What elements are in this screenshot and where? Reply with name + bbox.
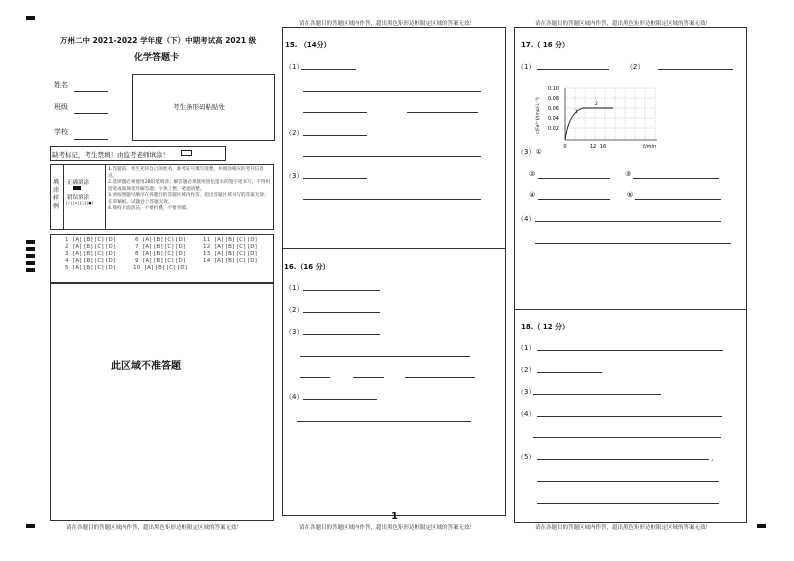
- q17-part-4: （4）: [517, 215, 536, 223]
- answer-line[interactable]: [538, 199, 610, 200]
- choice-row[interactable]: 6 [A] [B] [C] [D]: [135, 237, 186, 243]
- notes-list: [108, 167, 272, 213]
- answer-line[interactable]: [633, 178, 719, 179]
- registration-mark: [26, 247, 35, 251]
- no-answer-label: 此区域不准答题: [111, 361, 181, 372]
- choice-row[interactable]: 3 [A] [B] [C] [D]: [65, 251, 116, 257]
- q17-part-3: （3）①: [517, 148, 542, 156]
- header-notice-middle: 请在各题目的答题区域内作答，超出黑色矩形边框限定区域的答案无效！: [299, 21, 476, 27]
- correct-fill-sample: [73, 186, 81, 190]
- answer-line[interactable]: [300, 356, 470, 357]
- answer-line[interactable]: [405, 377, 475, 378]
- q16-part-3: （3）: [285, 328, 304, 336]
- q17-title: 17.（ 16 分）: [521, 41, 570, 49]
- answer-line[interactable]: [303, 178, 367, 179]
- q15-part-3: （3）: [285, 172, 304, 180]
- y-axis-label: c(Fe²⁺)/(mol·L⁻¹): [536, 97, 541, 134]
- registration-mark: [26, 254, 35, 258]
- absent-mark-box: [50, 146, 226, 161]
- q16-area[interactable]: [282, 248, 506, 522]
- class-input-line[interactable]: [74, 113, 108, 114]
- choice-row[interactable]: 9 [A] [B] [C] [D]: [135, 258, 186, 264]
- answer-line[interactable]: [297, 421, 471, 422]
- y-tick: 0.06: [547, 106, 559, 112]
- q17-part-2: （2）: [626, 63, 645, 71]
- choice-row[interactable]: 10 [A] [B] [C] [D]: [133, 265, 188, 271]
- curve-line: [565, 108, 613, 140]
- example-label: 填涂样例: [53, 179, 60, 210]
- answer-line[interactable]: [303, 112, 367, 113]
- q18-area[interactable]: [514, 309, 747, 523]
- corner-mark-bottom-right: [757, 524, 766, 528]
- wrong-marks: [✓] [×] [○] [●]: [66, 201, 93, 205]
- y-tick: 0.08: [547, 96, 559, 102]
- answer-line[interactable]: [635, 199, 721, 200]
- corner-mark-top: [26, 16, 35, 20]
- q18-part-3: （3）: [517, 388, 536, 396]
- q15-title: 15. （14分）: [285, 41, 331, 49]
- name-input-line[interactable]: [74, 91, 108, 92]
- q17-part-1: （1）: [517, 63, 536, 71]
- answer-line[interactable]: [537, 503, 719, 504]
- note-1: 1.答题前，考生先将自己的姓名、准考证号填写清楚，并填涂相应的考号信息点。: [108, 167, 264, 179]
- answer-line[interactable]: [658, 69, 733, 70]
- q18-part-1: （1）: [517, 344, 536, 352]
- absent-checkbox[interactable]: [181, 150, 192, 156]
- note-2: 2.选择题必须使用2B铅笔填涂；解答题必须使用黑色墨水的签字笔书写，不得用铅笔或圆珠笔作解答题；字体工整，笔迹清楚。: [108, 180, 271, 192]
- choice-row[interactable]: 8 [A] [B] [C] [D]: [135, 251, 186, 257]
- answer-line[interactable]: [301, 69, 356, 70]
- choice-row[interactable]: 4 [A] [B] [C] [D]: [65, 258, 116, 264]
- choice-row[interactable]: 5 [A] [B] [C] [D]: [65, 265, 116, 271]
- q18-part-2: （2）: [517, 366, 536, 374]
- header-notice-right: 请在各题目的答题区域内作答，超出黑色矩形边框限定区域的答案无效！: [535, 21, 712, 27]
- choice-row[interactable]: 2 [A] [B] [C] [D]: [65, 244, 116, 250]
- note-3: 3.请按照题号顺序在各题目的答题区域内作答，超出答题区域书写的答案无效；在草稿纸、试题卷上答题无效。: [108, 193, 269, 205]
- answer-line[interactable]: [353, 377, 384, 378]
- answer-line[interactable]: [303, 312, 380, 313]
- class-label: 班级: [54, 103, 68, 111]
- choice-row[interactable]: 11 [A] [B] [C] [D]: [203, 237, 258, 243]
- absent-note: 缺考标记，考生禁填！由监考老师填涂！: [52, 151, 169, 159]
- instructions-box: [50, 164, 274, 230]
- q18-comma: ，: [711, 454, 718, 462]
- q17-part-3-3: ③: [625, 170, 632, 178]
- q16-part-4: （4）: [285, 393, 304, 401]
- concentration-graph: [535, 82, 659, 154]
- answer-line[interactable]: [537, 69, 609, 70]
- answer-line[interactable]: [537, 481, 719, 482]
- graph-annotation: 2: [595, 102, 598, 107]
- answer-line[interactable]: [535, 221, 721, 222]
- choice-row[interactable]: 13 [A] [B] [C] [D]: [203, 251, 258, 257]
- page-number: 1: [391, 511, 398, 522]
- q18-part-4: （4）: [517, 410, 536, 418]
- choice-grid: [50, 234, 274, 283]
- choice-row[interactable]: 14 [A] [B] [C] [D]: [203, 258, 258, 264]
- corner-mark-bottom: [26, 524, 35, 528]
- choice-row[interactable]: 12 [A] [B] [C] [D]: [203, 244, 258, 250]
- answer-line[interactable]: [533, 437, 721, 438]
- footer-notice-left: 请在各题目的答题区域内作答，超出黑色矩形边框限定区域的答案无效！: [66, 525, 243, 531]
- y-tick: 0.02: [547, 126, 559, 132]
- card-subtitle: 化学答题卡: [134, 53, 180, 63]
- answer-line[interactable]: [407, 112, 478, 113]
- no-answer-area: [50, 283, 274, 521]
- answer-line[interactable]: [303, 399, 377, 400]
- example-marks: [63, 165, 106, 229]
- q15-area[interactable]: [282, 27, 506, 249]
- q16-part-1: （1）: [285, 284, 304, 292]
- q16-title: 16.（16 分）: [284, 263, 330, 271]
- graph-annotation: 1: [575, 110, 578, 115]
- q18-part-5: （5）: [517, 453, 536, 461]
- graph-grid: [565, 88, 657, 140]
- q17-part-3-4: ④: [529, 191, 536, 199]
- q16-part-2: （2）: [285, 306, 304, 314]
- school-input-line[interactable]: [74, 139, 108, 140]
- answer-line[interactable]: [538, 178, 610, 179]
- y-tick: 0.10: [547, 86, 559, 92]
- wrong-label: 错误填涂: [67, 195, 90, 201]
- answer-line[interactable]: [303, 156, 481, 157]
- footer-notice-middle: 请在各题目的答题区域内作答，超出黑色矩形边框限定区域的答案无效！: [299, 525, 476, 531]
- answer-line[interactable]: [303, 135, 367, 136]
- answer-line[interactable]: [537, 372, 602, 373]
- q15-part-1: （1）: [285, 63, 304, 71]
- footer-notice-right: 请在各题目的答题区域内作答，超出黑色矩形边框限定区域的答案无效！: [535, 525, 712, 531]
- note-4: 4.保持卡面清洁，不要折叠，不要弄破。: [108, 206, 191, 211]
- answer-line[interactable]: [537, 416, 722, 417]
- x-axis-label: t/min: [643, 144, 657, 150]
- school-label: 学校: [54, 128, 68, 136]
- correct-label: 正确填涂: [67, 180, 90, 186]
- x-tick: 16: [599, 144, 607, 150]
- choice-row[interactable]: 1 [A] [B] [C] [D]: [65, 237, 116, 243]
- x-tick: 12: [589, 144, 597, 150]
- answer-line[interactable]: [300, 377, 330, 378]
- x-tick: 0: [563, 144, 567, 150]
- answer-line[interactable]: [303, 91, 481, 92]
- q18-title: 18.（ 12 分）: [521, 323, 570, 331]
- y-tick: 0.04: [547, 116, 559, 122]
- choice-row[interactable]: 7 [A] [B] [C] [D]: [135, 244, 186, 250]
- q17-part-3-2: ②: [529, 170, 536, 178]
- answer-line[interactable]: [535, 243, 731, 244]
- q17-area[interactable]: [514, 27, 747, 310]
- registration-mark: [26, 240, 35, 244]
- barcode-area[interactable]: [132, 74, 275, 141]
- answer-line[interactable]: [303, 334, 380, 335]
- exam-title: 万州二中 2021-2022 学年度（下）中期考试高 2021 级: [60, 36, 257, 45]
- answer-line[interactable]: [533, 394, 661, 395]
- registration-mark: [26, 268, 35, 272]
- registration-mark: [26, 261, 35, 265]
- q17-part-3-5: ⑤: [627, 191, 634, 199]
- answer-line[interactable]: [303, 199, 481, 200]
- answer-line[interactable]: [537, 350, 723, 351]
- barcode-label: 考生条形码粘贴处: [173, 103, 225, 111]
- name-label: 姓名: [54, 81, 68, 89]
- answer-line[interactable]: [537, 459, 709, 460]
- answer-line[interactable]: [303, 290, 380, 291]
- q15-part-2: （2）: [285, 129, 304, 137]
